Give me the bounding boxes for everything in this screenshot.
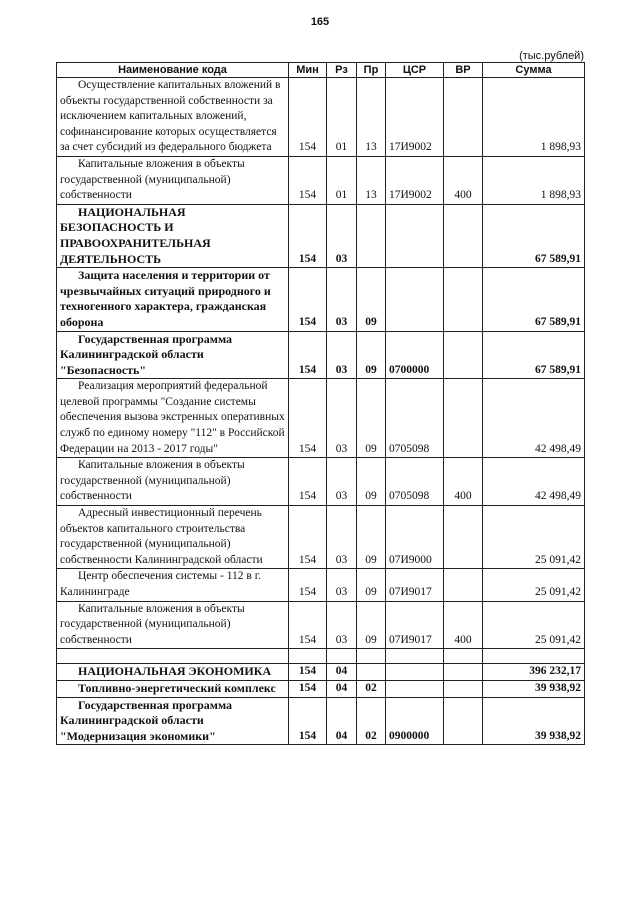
cell-vr	[444, 379, 483, 458]
cell-pr: 09	[357, 569, 386, 601]
cell-pr: 13	[357, 156, 386, 204]
cell-vr	[444, 204, 483, 267]
table-row	[57, 379, 585, 458]
cell-name: Топливно-энергетический комплекс	[57, 680, 289, 697]
cell-rz: 03	[327, 204, 357, 267]
spacer-cell	[386, 649, 444, 664]
cell-rz: 03	[327, 506, 357, 569]
cell-min: 154	[289, 268, 327, 331]
cell-csr	[386, 664, 444, 681]
column-header-min: Мин	[289, 63, 327, 78]
cell-name: Осуществление капитальных вложений в объекты государственной собственности за исключением капитальных вложений, софинансирование которых осуществляется за счет субсидий из федерального бюджета	[57, 78, 289, 157]
cell-vr	[444, 697, 483, 745]
cell-min: 154	[289, 458, 327, 506]
cell-csr: 17И9002	[386, 156, 444, 204]
cell-rz: 03	[327, 379, 357, 458]
cell-vr	[444, 680, 483, 697]
cell-name: Государственная программа Калининградской области "Модернизация экономики"	[57, 697, 289, 745]
cell-sum: 25 091,42	[483, 569, 585, 601]
cell-vr: 400	[444, 601, 483, 649]
cell-sum: 42 498,49	[483, 379, 585, 458]
table-header-row	[57, 63, 585, 78]
cell-csr: 07И9017	[386, 601, 444, 649]
cell-name: Реализация мероприятий федеральной целевой программы "Создание системы обеспечения вызова экстренных оперативных служб по единому номеру "112" в Российской Федерации на 2013 - 2017 годы"	[57, 379, 289, 458]
cell-csr	[386, 268, 444, 331]
table-body	[57, 78, 585, 745]
table-row	[57, 664, 585, 681]
table-row	[57, 680, 585, 697]
cell-vr	[444, 268, 483, 331]
spacer-cell	[357, 649, 386, 664]
page-number: 165	[310, 16, 330, 28]
column-header-rz: Рз	[327, 63, 357, 78]
cell-name: Капитальные вложения в объекты государственной (муниципальной) собственности	[57, 601, 289, 649]
cell-rz: 04	[327, 664, 357, 681]
cell-rz: 01	[327, 78, 357, 157]
cell-rz: 03	[327, 268, 357, 331]
cell-csr: 17И9002	[386, 78, 444, 157]
cell-sum: 67 589,91	[483, 204, 585, 267]
cell-pr: 09	[357, 601, 386, 649]
cell-csr: 0700000	[386, 331, 444, 379]
cell-csr	[386, 680, 444, 697]
cell-pr: 09	[357, 458, 386, 506]
cell-sum: 1 898,93	[483, 156, 585, 204]
cell-rz: 03	[327, 331, 357, 379]
cell-pr: 02	[357, 697, 386, 745]
cell-name: Защита населения и территории от чрезвычайных ситуаций природного и техногенного характера, гражданская оборона	[57, 268, 289, 331]
cell-pr: 02	[357, 680, 386, 697]
cell-pr: 09	[357, 379, 386, 458]
table-row	[57, 601, 585, 649]
cell-min: 154	[289, 204, 327, 267]
cell-pr	[357, 664, 386, 681]
cell-min: 154	[289, 506, 327, 569]
cell-vr: 400	[444, 156, 483, 204]
spacer-cell	[444, 649, 483, 664]
cell-sum: 42 498,49	[483, 458, 585, 506]
column-header-vr: ВР	[444, 63, 483, 78]
cell-min: 154	[289, 78, 327, 157]
spacer-cell	[483, 649, 585, 664]
cell-min: 154	[289, 697, 327, 745]
cell-csr: 07И9017	[386, 569, 444, 601]
units-note: (тыс.рублей)	[519, 50, 584, 62]
cell-min: 154	[289, 331, 327, 379]
table-row	[57, 268, 585, 331]
cell-sum: 67 589,91	[483, 331, 585, 379]
cell-vr: 400	[444, 458, 483, 506]
cell-vr	[444, 331, 483, 379]
cell-name: НАЦИОНАЛЬНАЯ ЭКОНОМИКА	[57, 664, 289, 681]
spacer-cell	[327, 649, 357, 664]
cell-rz: 03	[327, 569, 357, 601]
table-row	[57, 569, 585, 601]
cell-sum: 67 589,91	[483, 268, 585, 331]
cell-pr	[357, 204, 386, 267]
table-row	[57, 458, 585, 506]
column-header-name: Наименование кода	[57, 63, 289, 78]
cell-pr: 09	[357, 331, 386, 379]
cell-sum: 25 091,42	[483, 601, 585, 649]
spacer-row	[57, 649, 585, 664]
cell-rz: 01	[327, 156, 357, 204]
cell-rz: 04	[327, 697, 357, 745]
cell-vr	[444, 664, 483, 681]
table-row	[57, 78, 585, 157]
cell-min: 154	[289, 569, 327, 601]
spacer-cell	[289, 649, 327, 664]
cell-min: 154	[289, 680, 327, 697]
cell-vr	[444, 78, 483, 157]
spacer-cell	[57, 649, 289, 664]
cell-sum: 39 938,92	[483, 697, 585, 745]
cell-name: Капитальные вложения в объекты государственной (муниципальной) собственности	[57, 156, 289, 204]
cell-name: Центр обеспечения системы - 112 в г. Калининграде	[57, 569, 289, 601]
table-row	[57, 506, 585, 569]
column-header-pr: Пр	[357, 63, 386, 78]
cell-vr	[444, 506, 483, 569]
cell-rz: 03	[327, 458, 357, 506]
cell-sum: 39 938,92	[483, 680, 585, 697]
cell-sum: 25 091,42	[483, 506, 585, 569]
cell-pr: 09	[357, 506, 386, 569]
cell-min: 154	[289, 156, 327, 204]
cell-name: Адресный инвестиционный перечень объектов капитального строительства государственной (муниципальной) собственности Калининградской области	[57, 506, 289, 569]
cell-name: НАЦИОНАЛЬНАЯ БЕЗОПАСНОСТЬ И ПРАВООХРАНИТЕЛЬНАЯ ДЕЯТЕЛЬНОСТЬ	[57, 204, 289, 267]
cell-min: 154	[289, 601, 327, 649]
cell-min: 154	[289, 379, 327, 458]
cell-csr: 07И9000	[386, 506, 444, 569]
cell-name: Государственная программа Калининградской области "Безопасность"	[57, 331, 289, 379]
cell-csr: 0705098	[386, 379, 444, 458]
table-row	[57, 204, 585, 267]
column-header-csr: ЦСР	[386, 63, 444, 78]
cell-vr	[444, 569, 483, 601]
cell-sum: 396 232,17	[483, 664, 585, 681]
cell-name: Капитальные вложения в объекты государственной (муниципальной) собственности	[57, 458, 289, 506]
cell-min: 154	[289, 664, 327, 681]
cell-rz: 03	[327, 601, 357, 649]
budget-table	[56, 62, 585, 745]
column-header-sum: Сумма	[483, 63, 585, 78]
cell-csr: 0705098	[386, 458, 444, 506]
table-row	[57, 156, 585, 204]
cell-pr: 09	[357, 268, 386, 331]
cell-rz: 04	[327, 680, 357, 697]
cell-sum: 1 898,93	[483, 78, 585, 157]
cell-csr: 0900000	[386, 697, 444, 745]
table-row	[57, 331, 585, 379]
cell-csr	[386, 204, 444, 267]
table-row	[57, 697, 585, 745]
cell-pr: 13	[357, 78, 386, 157]
